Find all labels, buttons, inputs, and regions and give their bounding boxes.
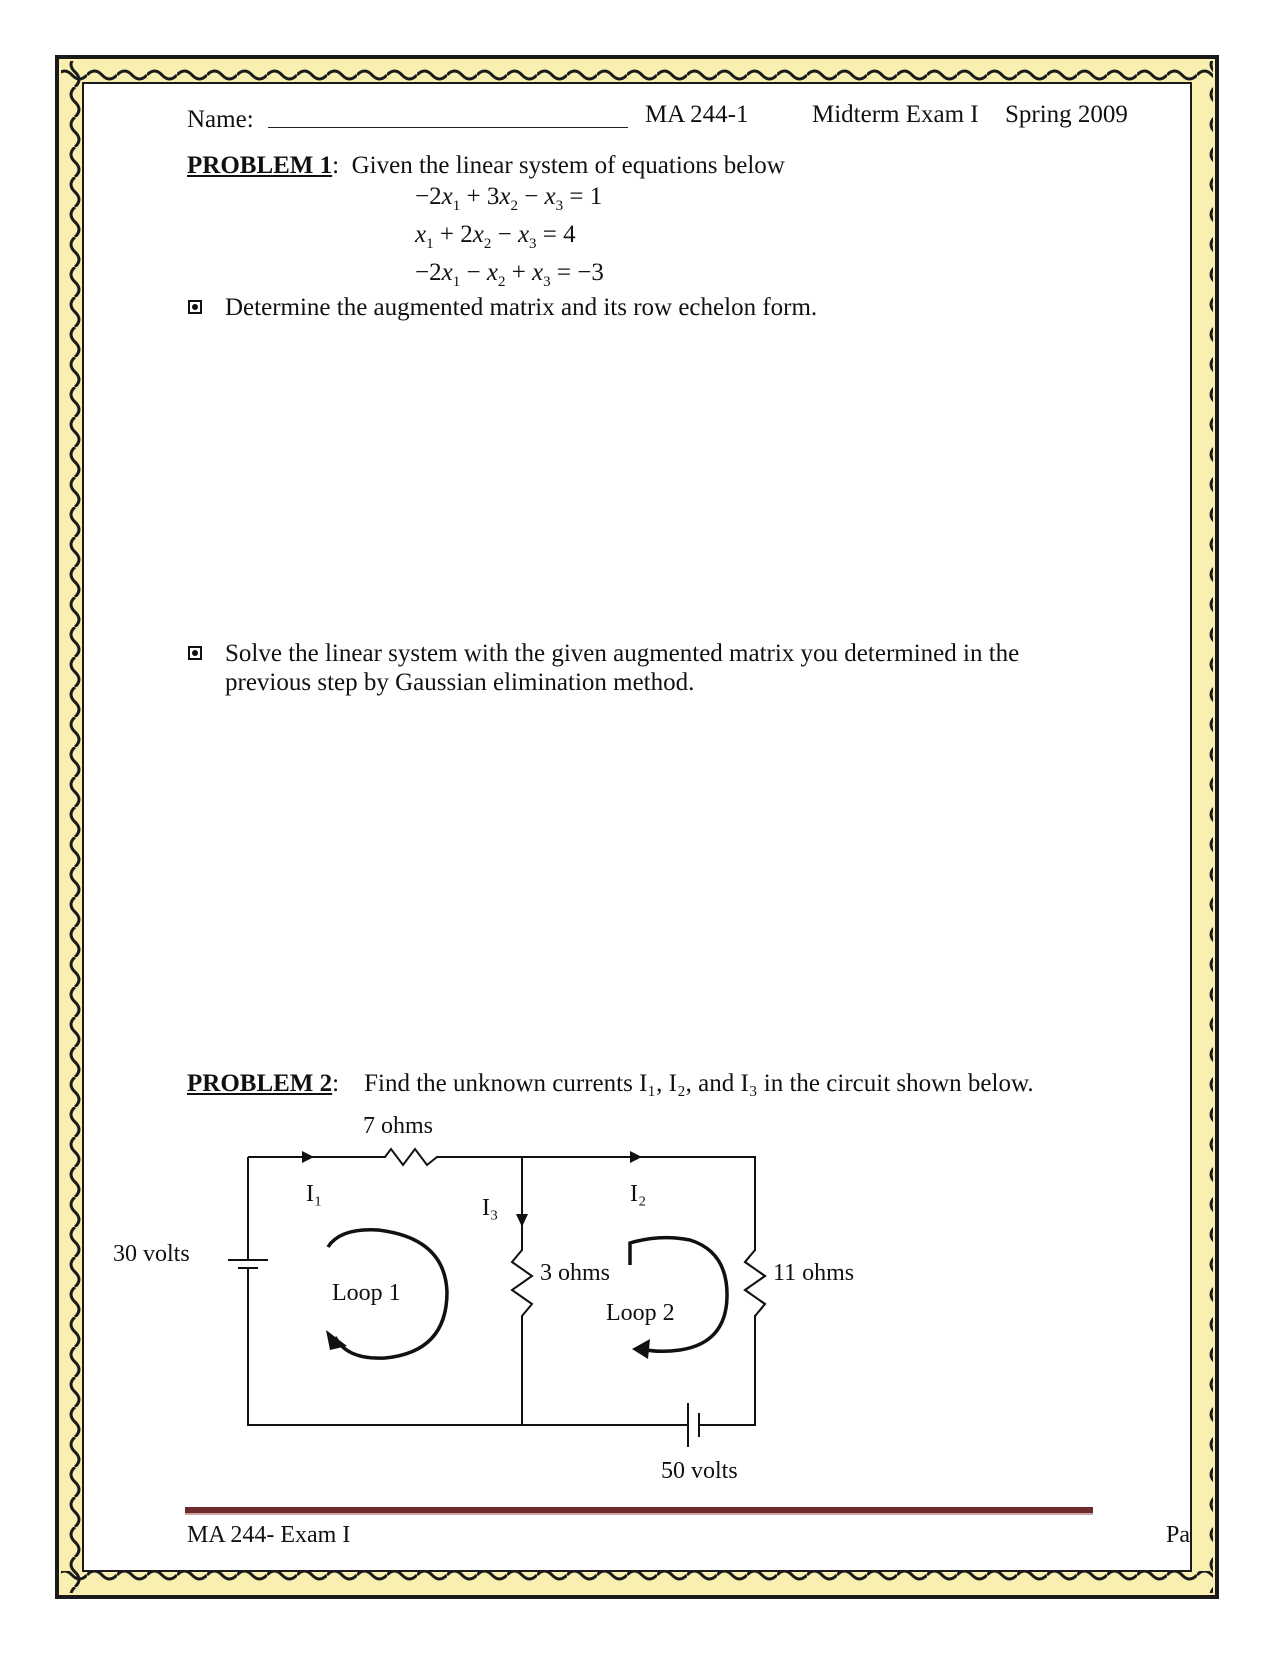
equation-3: $-2x_1 - x_2 + x_3 = -3$ [415, 259, 604, 290]
problem1-task2-line2: previous step by Gaussian elimination method. [225, 669, 695, 696]
loop2-arrow [630, 1238, 727, 1352]
label-7-ohms: 7 ohms [363, 1113, 434, 1139]
label-loop1: Loop 1 [332, 1280, 401, 1306]
problem2-intro: Find the unknown currents I₁, I₂, and I₃ in the circuit shown below. [364, 1070, 1034, 1097]
circuit-wire-top-right [248, 1149, 755, 1425]
current-arrow-i2 [630, 1151, 642, 1163]
course-code: MA 244-1 [645, 101, 749, 128]
label-30-volts: 30 volts [113, 1241, 190, 1267]
footer-page: Pa [1166, 1522, 1190, 1548]
footer-divider [185, 1507, 1093, 1515]
label-3-ohms: 3 ohms [540, 1260, 611, 1286]
current-arrow-i1 [302, 1151, 314, 1163]
exam-term: Spring 2009 [1005, 101, 1128, 128]
label-11-ohms: 11 ohms [773, 1260, 855, 1286]
problem1-task2-line1: Solve the linear system with the given augmented matrix you determined in the [225, 640, 1020, 667]
label-50-volts: 50 volts [661, 1458, 738, 1484]
problem1-task1: Determine the augmented matrix and its row echelon form. [225, 294, 818, 321]
label-loop2: Loop 2 [606, 1300, 675, 1326]
resistor-3-ohms [512, 1157, 688, 1425]
label-i1: I₁ [306, 1181, 323, 1207]
label-i2: I₂ [630, 1181, 647, 1207]
label-i3: I₃ [482, 1195, 499, 1221]
problem2-heading: PROBLEM 2: Find the unknown currents I₁, I₂, and I₃ in the circuit shown below. [187, 1070, 1034, 1097]
name-label: Name: [187, 106, 254, 133]
exam-title: Midterm Exam I [812, 101, 979, 128]
footer-course: MA 244- Exam I [187, 1522, 351, 1548]
problem1-title: PROBLEM 1 [187, 152, 333, 179]
equation-2: $x_1 + 2x_2 - x_3 = 4$ [415, 221, 576, 252]
problem1-intro: Given the linear system of equations below [351, 152, 785, 179]
problem2-title: PROBLEM 2 [187, 1070, 333, 1097]
equation-1: $-2x_1 + 3x_2 - x_3 = 1$ [415, 183, 603, 214]
current-arrow-i3 [516, 1214, 528, 1227]
problem1-heading: PROBLEM 1: Given the linear system of equations below [187, 152, 785, 179]
